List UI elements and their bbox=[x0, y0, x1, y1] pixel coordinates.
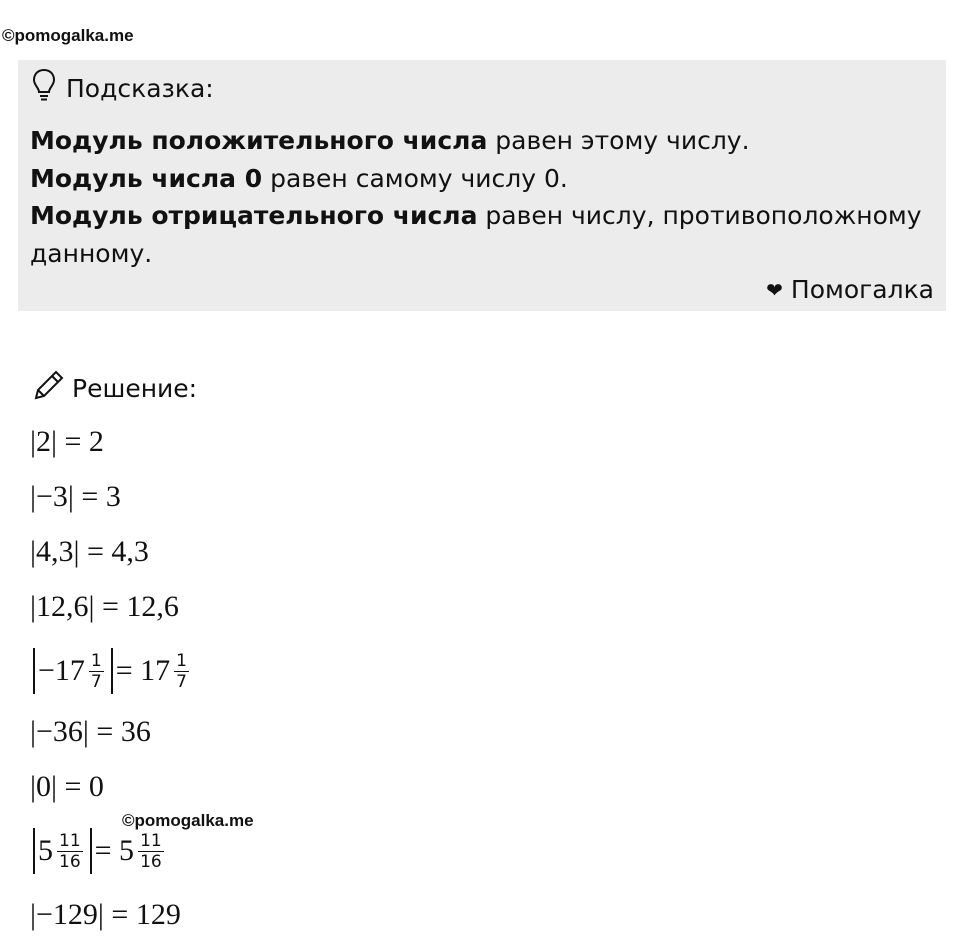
hint-body bbox=[30, 122, 930, 272]
fraction: $\frac{1}{7}$ bbox=[176, 650, 187, 692]
equation-line: |−129| = 129 bbox=[30, 898, 181, 931]
equation-line: |2| = 2 bbox=[30, 425, 104, 458]
hint-line: Модуль отрицательного числа равен числу, противоположному данному. bbox=[30, 201, 922, 268]
lightbulb-icon bbox=[32, 68, 56, 108]
hint-box bbox=[18, 60, 946, 311]
watermark-top: ©pomogalka.me bbox=[2, 26, 134, 45]
pencil-icon bbox=[32, 368, 66, 408]
heart-icon: ❤ bbox=[766, 277, 783, 302]
solution-title-text: Решение: bbox=[72, 373, 198, 403]
hint-footer bbox=[766, 275, 934, 304]
equation-line-fraction: −17 $\frac{1}{7}$ = 17 $\frac{1}{7}$ bbox=[30, 648, 193, 694]
equation-line-fraction: 5 $\frac{11}{16}$ = 5 $\frac{11}{16}$ bbox=[30, 828, 168, 874]
equation-line: |−36| = 36 bbox=[30, 715, 151, 748]
hint-line: Модуль числа 0 равен самому числу 0. bbox=[30, 163, 568, 193]
equation-line: |4,3| = 4,3 bbox=[30, 535, 149, 568]
hint-line: Модуль положительного числа равен этому числу. bbox=[30, 126, 750, 155]
watermark-middle: ©pomogalka.me bbox=[122, 811, 254, 830]
fraction: $\frac{1}{7}$ bbox=[90, 650, 102, 692]
fraction: $\frac{11}{16}$ bbox=[59, 830, 81, 872]
hint-title bbox=[32, 68, 214, 108]
fraction: $\frac{11}{16}$ bbox=[140, 830, 162, 872]
equation-line: |12,6| = 12,6 bbox=[30, 590, 179, 623]
solution-title bbox=[32, 368, 197, 408]
equation-line: |0| = 0 bbox=[30, 770, 104, 803]
equation-line: |−3| = 3 bbox=[30, 480, 121, 513]
hint-title-text: Подсказка: bbox=[66, 73, 214, 103]
hint-footer-label: Помогалка bbox=[790, 275, 934, 304]
